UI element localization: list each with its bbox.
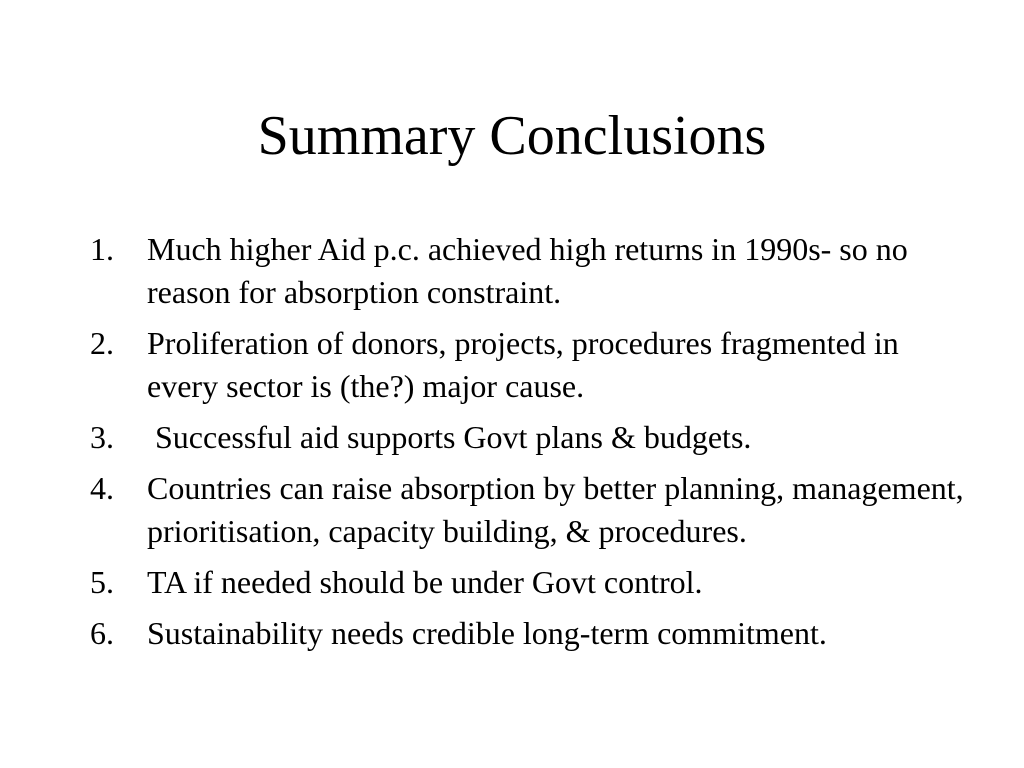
item-number: 6.: [90, 615, 114, 651]
item-text: Countries can raise absorption by better planning, management, prioritisation, capacity building, & procedures.: [147, 470, 972, 549]
conclusions-list: [90, 228, 970, 663]
list-item: [90, 561, 970, 604]
list-item: [90, 416, 970, 459]
list-item: [90, 612, 970, 655]
slide-title: Summary Conclusions: [257, 105, 767, 167]
item-text: Much higher Aid p.c. achieved high returns in 1990s- so no reason for absorption constraint.: [147, 231, 916, 310]
list-item: [90, 228, 970, 314]
item-text: Sustainability needs credible long-term commitment.: [147, 615, 827, 651]
item-number: 2.: [90, 325, 114, 361]
item-number: 1.: [90, 231, 114, 267]
list-item: [90, 322, 970, 408]
item-text: TA if needed should be under Govt control.: [147, 564, 703, 600]
item-number: 5.: [90, 564, 114, 600]
item-text: Proliferation of donors, projects, procedures fragmented in every sector is (the?) major cause.: [147, 325, 907, 404]
item-text: Successful aid supports Govt plans & budgets.: [147, 419, 752, 455]
list-item: [90, 467, 970, 553]
item-number: 4.: [90, 470, 114, 506]
item-number: 3.: [90, 419, 114, 455]
